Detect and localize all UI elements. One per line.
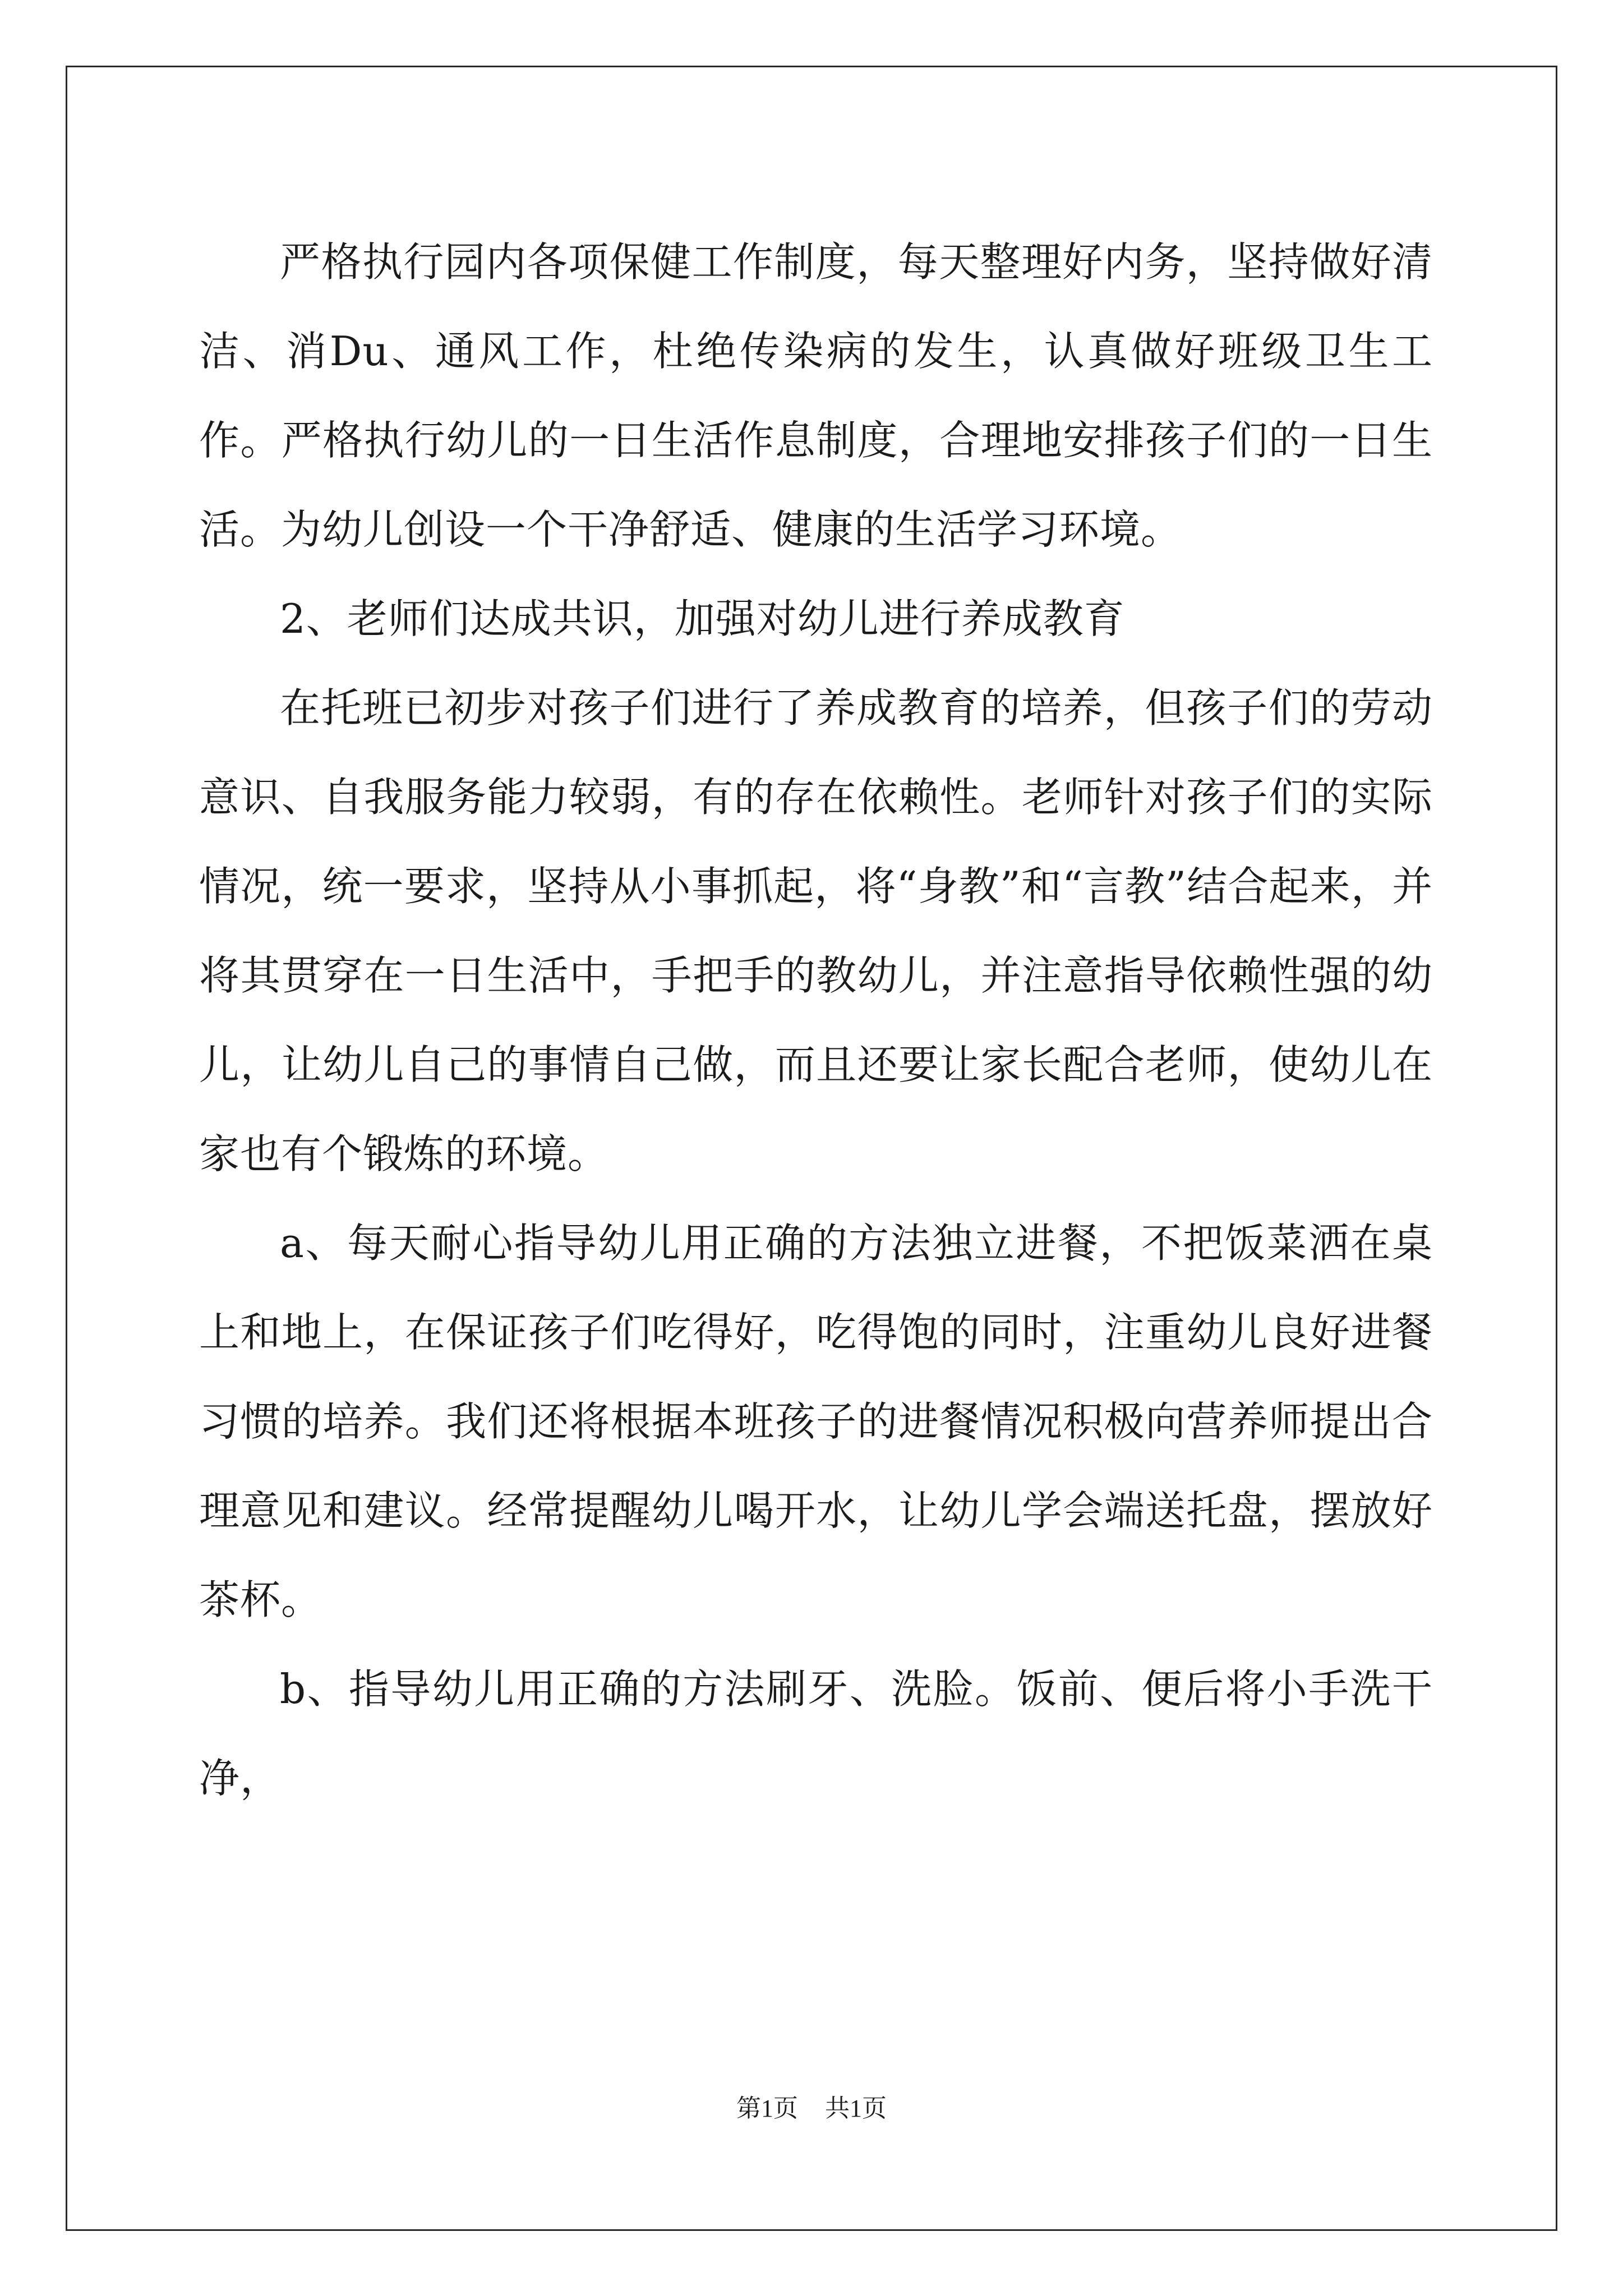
- paragraph-habit-education: 在托班已初步对孩子们进行了养成教育的培养，但孩子们的劳动意识、自我服务能力较弱，有的存在依赖性。老师针对孩子们的实际情况，统一要求，坚持从小事抓起，将“身教”和“言教”结合起来，并将其贯穿在一日生活中，手把手的教幼儿，并注意指导依赖性强的幼儿，让幼儿自己的事情自己做，而且还要让家长配合老师，使幼儿在家也有个锻炼的环境。: [199, 684, 1433, 1177]
- paragraph-hygiene: 严格执行园内各项保健工作制度，每天整理好内务，坚持做好清洁、消Du、通风工作，杜绝传染病的发生，认真做好班级卫生工作。严格执行幼儿的一日生活作息制度，合理地安排孩子们的一日生活。为幼儿创设一个干净舒适、健康的生活学习环境。: [199, 238, 1433, 553]
- page-total: 共1页: [825, 2095, 887, 2122]
- document-body: [199, 218, 1433, 1823]
- paragraph-heading-habits: 2、老师们达成共识，加强对幼儿进行养成教育: [280, 595, 1125, 642]
- page-number: 第1页: [736, 2095, 798, 2122]
- paragraph-meals: a、每天耐心指导幼儿用正确的方法独立进餐，不把饭菜洒在桌上和地上，在保证孩子们吃得好，吃得饱的同时，注重幼儿良好进餐习惯的培养。我们还将根据本班孩子的进餐情况积极向营养师提出合理意见和建议。经常提醒幼儿喝开水，让幼儿学会端送托盘，摆放好茶杯。: [199, 1220, 1433, 1623]
- paragraph-washing: b、指导幼儿用正确的方法刷牙、洗脸。饭前、便后将小手洗干净，: [199, 1665, 1433, 1802]
- page-footer: [0, 2088, 1623, 2124]
